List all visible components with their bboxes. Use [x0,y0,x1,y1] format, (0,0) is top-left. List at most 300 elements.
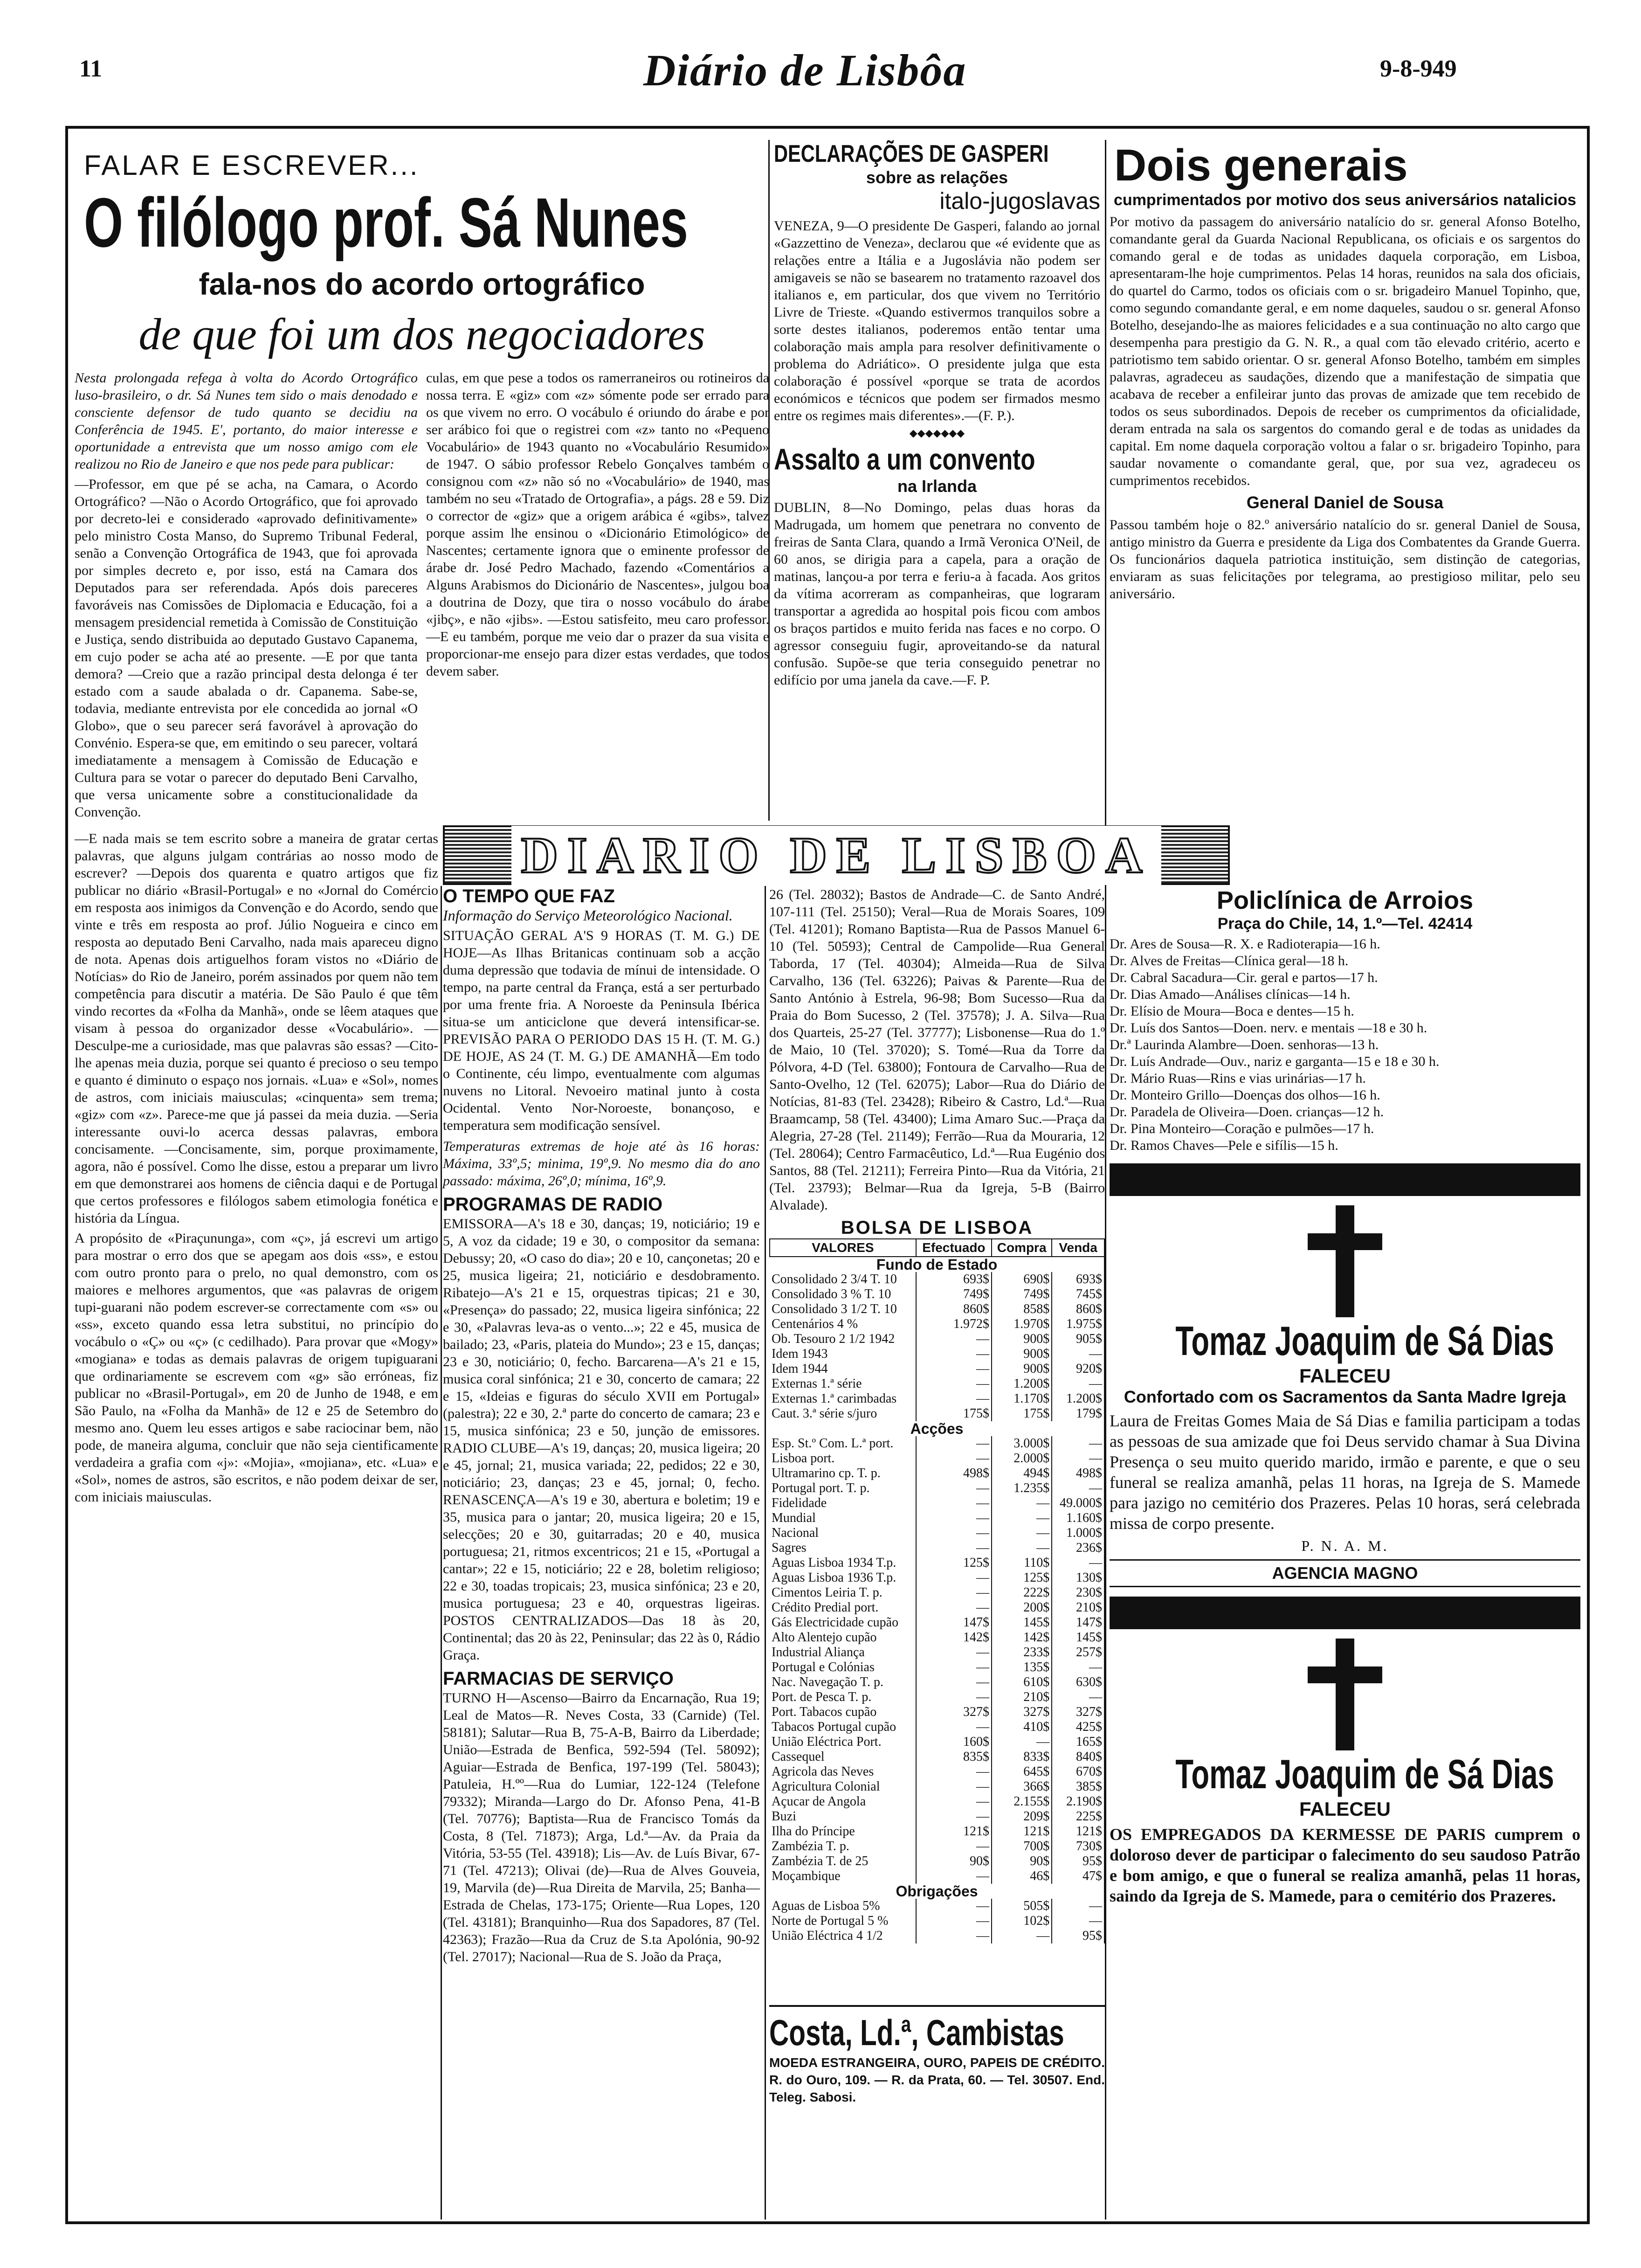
farmacias-body: 26 (Tel. 28032); Bastos de Andrade—C. de Santo André, 107-111 (Tel. 25150); Veral—Rua de Morais Soares, 109 (Tel. 41201); Romano Baptista—Rua de Passos Manuel 6-10 (Tel. 50593); Central de Campolide—Rua General Taborda, 17 (Tel. 40304); Almeida—Rua de Silva Carvalho, 136 (Tel. 63226); Paivas & Parente—Rua de Santo António à Estrela, 96-98; Bom Sucesso—Rua da Praia do Bom Sucesso, 2 (Tel. 37578); J. A. Silva—Rua dos Quarteis, 25-27 (Tel. 37777); Lisbonense—Rua do 1.º de Maio, 10 (Tel. 37020); S. Tomé—Rua da Torre da Pólvora, 4-D (Tel. 63800); Fontoura de Carvalho—Rua de Santo-Ovelho, 12 (Tel. 62075); Labor—Rua do Diário de Notícias, 81-83 (Tel. 23428); Ribeiro & Castro, Ld.ª—Rua Braamcamp, 58 (Tel. 43400); Lima Amaro Suc.—Praça da Alegria, 27-28 (Tel. 21149); Ferrão—Rua da Mouraria, 12 (Tel. 28064); Centro Farmacêutico, Ld.ª—Rua Eugénio dos Santos, 88 (Tel. 21211); Ferreira Pinto—Rua da Vitória, 21 (Tel. 23793); Belmar—Rua da Igreja, 5-B (Bairro Alvalade). [769,887,1105,1213]
bolsa-value: 327$ [916,1705,992,1720]
bolsa-value: 121$ [992,1824,1052,1839]
bolsa-value: — [916,1600,992,1615]
bolsa-value: 840$ [1052,1749,1104,1764]
gasperi-sub: sobre as relações [866,168,1008,187]
bolsa-col-header: Venda [1052,1239,1104,1257]
policlinica-doctor: Dr. Paradela de Oliveira—Doen. crianças—12 h. [1110,1104,1384,1120]
bolsa-security: Alto Alentejo cupão [770,1630,916,1645]
bolsa-headline: BOLSA DE LISBOA [841,1217,1034,1238]
policlinica-headline: Policlínica de Arroios [1216,886,1474,914]
costa-ad [769,2005,1105,2221]
bolsa-row [770,1526,1104,1541]
bolsa-row [770,1376,1104,1391]
bolsa-value: — [916,1511,992,1526]
gasperi-sub: italo-jugoslavas [939,188,1100,214]
bolsa-col-header: VALORES [770,1239,916,1257]
black-rule [1110,1597,1580,1629]
bolsa-row [770,1466,1104,1481]
bolsa-value: — [1052,1347,1104,1362]
article-deck: de que foi um dos negociadores [138,309,705,359]
bolsa-value: 1.975$ [1052,1317,1104,1332]
bolsa-value: — [916,1764,992,1779]
bolsa-value: — [916,1436,992,1451]
notices-column [1110,886,1580,2224]
policlinica-doctor: Dr. Ares de Sousa—R. X. e Radioterapia—16 h. [1110,936,1380,952]
bolsa-security: Externas 1.ª carimbadas [770,1391,916,1406]
bolsa-value: 494$ [992,1466,1052,1481]
bolsa-value: 1.170$ [992,1391,1052,1406]
bolsa-value: 46$ [992,1869,1052,1884]
bolsa-value: 730$ [1052,1839,1104,1854]
bolsa-value: 498$ [1052,1466,1104,1481]
bolsa-value: 693$ [916,1272,992,1287]
bolsa-value: — [916,1929,992,1943]
policlinica-doctor: Dr. Dias Amado—Análises clínicas—14 h. [1110,987,1351,1002]
radio-body: EMISSORA—A's 18 e 30, danças; 19, noticiário; 19 e 5, A voz da cidade; 19 e 30, o compositor da semana: Debussy; 20, «O caso do dia»; 20 e 10, cançonetas; 20 e 25, musica ligeira; 21, noticiário e desdobramento. Ribatejo—A's 21 e 15, orquestras tipicas; 21 e 30, «Presença» do passado; 22, musica ligeira sinfónica; 22 e 30, «Palavras leva-as o vento...»; 22 e 45, musica de bailado; 23, «Paris, plateia do Mundo»; 23 e 15, danças; 23 e 30, noticiário; 0, fecho. Barcarena—A's 21 e 15, musica coral sinfónica; 21 e 30, concerto de camara; 22 e 15, «Ideias e figuras do século XVII em Portugal» (palestra); 22 e 30, 2.ª parte do concerto de camara; 23 e 15, musica sinfónica; 23 e 50, junção de emissores. RADIO CLUBE—A's 19, danças; 20, musica ligeira; 20 e 45, jornal; 21, musica variada; 22, pedidos; 22 e 30, noticiário; 23, danças; 23 e 45, jornal; 0, fecho. RENASCENÇA—A's 19 e 30, abertura e boletim; 19 e 35, musica para o jantar; 20, musica ligeira; 20 e 15, selecções; 20 e 30, guitarradas; 20 e 40, musica portuguesa; 21, ritmos excentricos; 21 e 15, «Portugal a cantar»; 22 e 15, noticiário; 22 e 28, boletim religioso; 22 e 30, toadas tropicais; 23, musica sinfónica; 23 e 20, musica portuguesa; 23 e 40, orquestras ligeiras. POSTOS CENTRALIZADOS—Das 18 às 20, Continental; das 20 às 22, Peninsular; das 22 às 0, Rádio Graça. [443,1216,760,1663]
policlinica-doctor: Dr. Ramos Chaves—Pele e sifílis—15 h. [1110,1138,1338,1153]
bolsa-row [770,1735,1104,1749]
bolsa-value: 410$ [992,1720,1052,1735]
bolsa-row [770,1720,1104,1735]
bolsa-value: 147$ [916,1615,992,1630]
article-body: —Professor, em que pé se acha, na Camara, o Acordo Ortográfico? —Não o Acordo Ortográfico, que foi aprovado por decreto-lei e considerado «aprovado definitivamente» pelo ministro Costa Manso, do Supremo Tribunal Federal, senão a Convenção Ortográfica de 1943, que foi aprovada por simples decreto e, por isso, está na Camara dos Deputados para ser referendada. Após dois pareceres favoráveis nas Comissões de Diplomacia e Educação, foi a mensagem presidencial remetida à Comissão de Constituição e Justiça, sendo distribuida ao deputado Gustavo Capanema, em cujo poder se acha até ao presente. —E por que tanta demora? —Creio que a razão principal desta delonga é ter estado com a saude abalada o dr. Capanema. Sabe-se, todavia, mediante entrevista por ele concedida ao jornal «O Globo», que o seu parecer será favorável à aprovação do Convénio. Espera-se que, em emitindo o seu parecer, voltará imediatamente a mensagem à Comissão de Educação e Cultura para se votar o parecer do deputado Beni Carvalho, que versa unicamente sobre a constitucionalidade da Convenção. [75,476,418,820]
generais-body2: Passou também hoje o 82.º aniversário natalício do sr. general Daniel de Sousa, antigo ministro da Guerra e presidente da Liga dos Combatentes da Grande Guerra. Os funcionários daquela patriotica instituição, sem distinção de categorias, enviaram as suas felicitações por telegrama, ao prestigioso militar, pelo seu aniversário. [1110,517,1580,602]
bolsa-value: 210$ [1052,1600,1104,1615]
bolsa-table [769,1238,1105,1943]
masthead-banner [443,825,1230,885]
bolsa-row [770,1541,1104,1556]
bolsa-value: 366$ [992,1779,1052,1794]
bolsa-security: Crédito Predial port. [770,1600,916,1615]
costa-headline: Costa, Ld.ª, Cambistas [769,2012,1064,2053]
assalto-headline: Assalto a um convento [774,443,1035,476]
bolsa-value: 236$ [1052,1541,1104,1556]
bolsa-row [770,1869,1104,1884]
bolsa-row [770,1929,1104,1943]
bolsa-value: 1.000$ [1052,1526,1104,1541]
bolsa-value: — [916,1332,992,1347]
bolsa-security: Buzi [770,1809,916,1824]
tempo-body: SITUAÇÃO GERAL A'S 9 HORAS (T. M. G.) DE HOJE—As Ilhas Britanicas continuam sob a acção duma depressão que todavia de mínui de intensidade. O tempo, na parte central da França, está a ser perturbado por uma frente fria. A Noroeste da Peninsula Ibérica situa-se um anticiclone que deverá intensificar-se. PREVISÃO PARA O PERIODO DAS 15 H. (T. M. G.) DE HOJE, AS 24 (T. M. G.) DE AMANHÃ—Em todo o Continente, céu limpo, eventualmente com algumas nuvens no Litoral. Nevoeiro matinal junto à costa Ocidental. Vento Nor-Noroeste, bonançoso, e temperatura sem modificação sensível. [443,928,760,1133]
bolsa-security: Aguas de Lisboa 5% [770,1899,916,1914]
bolsa-value: — [916,1451,992,1466]
bolsa-section: Obrigações [770,1884,1104,1899]
bolsa-security: Lisboa port. [770,1451,916,1466]
bolsa-value: — [916,1660,992,1675]
bolsa-row [770,1690,1104,1705]
bolsa-value: — [1052,1451,1104,1466]
article-subheadline: fala-nos do acordo ortográfico [199,266,645,301]
bolsa-value: — [1052,1436,1104,1451]
bolsa-value: — [916,1585,992,1600]
bolsa-security: União Eléctrica Port. [770,1735,916,1749]
policlinica-doctor: Dr. Luís Andrade—Ouv., nariz e garganta—15 e 18 e 30 h. [1110,1054,1440,1069]
assalto-body: DUBLIN, 8—No Domingo, pelas duas horas da Madrugada, um homem que penetrara no convento de freiras de Santa Clara, quando a Irmã Veronica O'Neil, de 60 anos, se dirigia para a capela, para a oração de matinas, lançou-a por terra e feriu-a à facada. Aos gritos da vítima acorreram as companheiras, que lograram transportar a agredida ao hospital pois ficou com ambos os braços partidos e muito ferida nas faces e no corpo. O agressor conseguiu fugir, aproveitando-se da natural confusão. Supõe-se que teria conseguido penetrar no edifício por uma janela da cave.—F. P. [774,500,1100,688]
bolsa-value: 210$ [992,1690,1052,1705]
bolsa-security: Aguas Lisboa 1934 T.p. [770,1556,916,1570]
policlinica-doctor: Dr. Pina Monteiro—Coração e pulmões—17 h. [1110,1121,1374,1136]
bolsa-row [770,1600,1104,1615]
bolsa-value: — [1052,1690,1104,1705]
bolsa-security: Externas 1.ª série [770,1376,916,1391]
bolsa-row [770,1287,1104,1302]
black-rule [1110,1163,1580,1196]
bolsa-value: — [916,1809,992,1824]
bolsa-security: Nac. Navegação T. p. [770,1675,916,1690]
bolsa-value: 1.200$ [992,1376,1052,1391]
generais-sub2: General Daniel de Sousa [1246,493,1444,512]
bolsa-value: 95$ [1052,1854,1104,1869]
bolsa-row [770,1630,1104,1645]
bolsa-value: 95$ [1052,1929,1104,1943]
ornament-divider: ◆◆◆◆◆◆◆ [909,427,965,439]
bolsa-value: — [1052,1556,1104,1570]
bolsa-value: — [1052,1376,1104,1391]
bolsa-row [770,1615,1104,1630]
bolsa-value: 142$ [916,1630,992,1645]
bolsa-security: Agricultura Colonial [770,1779,916,1794]
bolsa-value: 1.235$ [992,1481,1052,1496]
bolsa-value: 135$ [992,1660,1052,1675]
bolsa-security: Port. de Pesca T. p. [770,1690,916,1705]
article-body: A propósito de «Piraçununga», com «ç», já escrevi um artigo para mostrar o erro dos que se apegam aos dois «ss», e estou com outro pronto para o prelo, no qual demonstro, com os maiores e melhores argumentos, que «as palavras de origem tupi-guarani não podem escrever-se correctamente com «s» ou «ss», exceto quando essa letra substitui, no princípio do vocábulo o «Ç» ou «ç» (c cedilhado). Para provar que «Mogy» «mogiana» e todas as demais palavras de origem tupiguarani que ordinariamente se escrevem com «g» são erróneas, fiz publicar no «Brasil-Portugal», em 20 de Junho de 1948, e em São Paulo, na «Folha da Manhã» de 12 e 25 de Setembro do mesmo ano. Quem leu esses artigos e sabe raciocinar bem, não pode, de maneira alguma, concluir que não seja cientificamente verdadeira a grafia com «j»: «Mojia», «mojiana», etc. «Lua» e «Sol», nomes de astros, são escritos, e não podem deixar de ser, com iniciais maiusculas. [75,1231,438,1505]
bolsa-value: 222$ [992,1585,1052,1600]
bolsa-value: 610$ [992,1675,1052,1690]
bolsa-value: 690$ [992,1272,1052,1287]
bolsa-value: 121$ [1052,1824,1104,1839]
article-kicker: FALAR E ESCREVER... [84,150,420,181]
bolsa-row [770,1749,1104,1764]
obituary-body: OS EMPREGADOS DA KERMESSE DE PARIS cumprem o doloroso dever de participar o falecimento do seu saudoso Patrão e bom amigo, e que o funeral se realiza amanhã, pelas 11 horas, saindo da Igreja de S. Mamede, para o cemitério dos Prazeres. [1110,1825,1580,1905]
bolsa-value: — [916,1675,992,1690]
bolsa-value: 142$ [992,1630,1052,1645]
bolsa-row [770,1511,1104,1526]
bolsa-value: 121$ [916,1824,992,1839]
bolsa-security: Ob. Tesouro 2 1/2 1942 [770,1332,916,1347]
article-body: culas, em que pese a todos os ramerraneiros ou rotineiros da nossa terra. E «giz» com «z» sómente pode ser errado para os que vivem no erro. O vocábulo é oriundo do árabe e por ser arábico foi que o registrei com «z» tanto no «Pequeno Vocabulário» de 1943 quanto no «Vocabulário Resumido» de 1947. O sábio professor Rebelo Gonçalves também o consignou com «z» não só no «Vocabulário» de 1940, mas também no seu «Tratado de Ortografia», a págs. 28 e 59. Diz o corrector de «giz» que a origem arábica é «gibs», talvez porque assim lhe ensinou o «Dicionário Etimológico» de Nascentes; certamente ignora que o eminente professor de árabe dr. José Pedro Machado, fazendo «Comentários a Alguns Arabismos do Dicionário de Nascentes», julgou boa a doutrina de Dozy, que tira o nosso vocábulo do árabe «jibç», e não «jibs». —Estou satisfeito, meu caro professor. —E eu também, porque me veio dar o prazer da sua visita e proporcionar-me ensejo para dizer estas verdades, que todos devem saber. [426,370,769,679]
policlinica-doctor: Dr. Luís dos Santos—Doen. nerv. e mentais —18 e 30 h. [1110,1020,1427,1036]
bolsa-security: Portugal e Colónias [770,1660,916,1675]
obituary-name: Tomaz Joaquim de Sá Dias [1175,1318,1554,1364]
bolsa-row [770,1660,1104,1675]
services-column [443,886,760,2220]
policlinica-doctor: Dr. Cabral Sacadura—Cir. geral e partos—17 h. [1110,970,1378,985]
bolsa-security: Port. Tabacos cupão [770,1705,916,1720]
bolsa-row [770,1675,1104,1690]
agencia-label: AGENCIA MAGNO [1110,1559,1580,1587]
policlinica-address: Praça do Chile, 14, 1.º—Tel. 42414 [1217,915,1473,933]
bolsa-security: Zambézia T. p. [770,1839,916,1854]
bolsa-security: Esp. St.º Com. L.ª port. [770,1436,916,1451]
article-body: —E nada mais se tem escrito sobre a maneira de gratar certas palavras, que alguns julgam contrárias ao nosso modo de escrever? —Depois dos quarenta e quatro artigos que fiz publicar no diário «Brasil-Portugal» e no «Jornal do Comércio em resposta aos inimigos da Convenção e do Acordo, sendo que vinte e três em resposta ao prof. Júlio Nogueira e cinco em resposta ao deputado Beni Carvalho, nada mais apareceu digno de nota. Apenas dois artiguelhos foram vistos no «Diário de Notícias» do Rio de Janeiro, porém assinados por quem não tem competência para discutir a matéria. De São Paulo é que têm vindo recortes da «Folha da Manhã», onde se lêem ataques que visam à pessoa do organizador desse «Vocabulário». —Desculpe-me a curiosidade, mas que palavras são essas? —Cito-lhe apenas meia duzia, porque sei quanto é precioso o seu tempo e quanto é diminuto o espaço nos jornais. «Lua» e «Sol», nomes de astros, com iniciais maiusculas; «cinquenta» sem trema; «giz» com «z». Parece-me que já passei da meia duzia. —Seria interessante ouvi-lo acerca dessas palavras, embora concisamente. —Concisamente, sim, porque proximamente, agora, não é possível. Como lhe disse, estou a preparar um livro em que demonstrarei aos homens de ciência daqui e de Portugal que certos professores e filólogos sabem etimologia fonética e história da Língua. [75,831,438,1226]
bolsa-value: 1.200$ [1052,1391,1104,1406]
bolsa-value: 498$ [916,1466,992,1481]
bolsa-value: 749$ [916,1287,992,1302]
bolsa-value: 233$ [992,1645,1052,1660]
bolsa-row [770,1645,1104,1660]
bolsa-value: — [916,1899,992,1914]
obituary-faleceu: FALECEU [1299,1365,1391,1387]
main-article [75,140,769,821]
bolsa-row [770,1317,1104,1332]
bolsa-security: Aguas Lisboa 1936 T.p. [770,1570,916,1585]
bolsa-row [770,1406,1104,1421]
bolsa-row [770,1272,1104,1287]
obituary-sign: P. N. A. M. [1301,1537,1389,1554]
bolsa-value: — [916,1869,992,1884]
page-number: 11 [79,55,103,82]
bolsa-value: 670$ [1052,1764,1104,1779]
bolsa-row [770,1391,1104,1406]
bolsa-value: 225$ [1052,1809,1104,1824]
issue-date: 9-8-949 [1380,55,1457,82]
bolsa-value: 145$ [1052,1630,1104,1645]
bolsa-security: Cimentos Leiria T. p. [770,1585,916,1600]
bolsa-value: 230$ [1052,1585,1104,1600]
banner-text: DIARIO DE LISBOA [511,826,1161,885]
article-lead: Nesta prolongada refega à volta do Acordo Ortográfico luso-brasileiro, o dr. Sá Nunes tem sido o mais denodado e consciente defensor de tudo quanto se decidiu na Conferência de 1945. E', portanto, do maior interesse e oportunidade a entrevista que um nosso amigo com ele realizou no Rio de Janeiro e que nos pede para publicar: [75,370,418,472]
bolsa-value: 693$ [1052,1272,1104,1287]
bolsa-value: 327$ [1052,1705,1104,1720]
bolsa-value: — [916,1794,992,1809]
bolsa-value: — [916,1391,992,1406]
bolsa-col-header: Efectuado [916,1239,992,1257]
tempo-sub: Informação do Serviço Meteorológico Nacional. [443,907,733,924]
bolsa-value: 165$ [1052,1735,1104,1749]
bolsa-value: 125$ [992,1570,1052,1585]
bolsa-value: 110$ [992,1556,1052,1570]
bolsa-security: Consolidado 2 3/4 T. 10 [770,1272,916,1287]
policlinica-list [1110,936,1580,1154]
bolsa-value: 102$ [992,1914,1052,1929]
bolsa-security: Gás Electricidade cupão [770,1615,916,1630]
bolsa-value: 327$ [992,1705,1052,1720]
policlinica-doctor: Dr. Monteiro Grillo—Doenças dos olhos—16 h. [1110,1087,1380,1103]
bolsa-row [770,1899,1104,1914]
bolsa-security: Portugal port. T. p. [770,1481,916,1496]
bolsa-value: 749$ [992,1287,1052,1302]
bolsa-value: 209$ [992,1809,1052,1824]
cross-icon [1110,1639,1580,1750]
bolsa-row [770,1302,1104,1317]
bolsa-value: — [1052,1481,1104,1496]
bolsa-value: — [992,1929,1052,1943]
radio-headline: PROGRAMAS DE RADIO [443,1194,663,1215]
bolsa-value: — [916,1362,992,1376]
bolsa-value: 2.190$ [1052,1794,1104,1809]
bolsa-security: Tabacos Portugal cupão [770,1720,916,1735]
bolsa-value: 257$ [1052,1645,1104,1660]
bolsa-value: — [1052,1899,1104,1914]
bolsa-value: 160$ [916,1735,992,1749]
bolsa-row [770,1764,1104,1779]
bolsa-security: Industrial Aliança [770,1645,916,1660]
assalto-sub: na Irlanda [897,477,977,496]
bolsa-value: 1.972$ [916,1317,992,1332]
bolsa-row [770,1914,1104,1929]
bolsa-value: 900$ [992,1332,1052,1347]
bolsa-security: Nacional [770,1526,916,1541]
obituary-name: Tomaz Joaquim de Sá Dias [1175,1751,1554,1797]
bolsa-value: — [1052,1914,1104,1929]
bolsa-value: 900$ [992,1347,1052,1362]
bolsa-value: 1.160$ [1052,1511,1104,1526]
bolsa-value: — [916,1496,992,1511]
obituary-faleceu: FALECEU [1299,1798,1391,1820]
generais-body: Por motivo da passagem do aniversário natalício do sr. general Afonso Botelho, comandante geral da Guarda Nacional Republicana, os oficiais e os sargentos do comando geral e de todas as unidades daquela corporação, em Lisboa, apresentaram-lhe hoje cumprimentos. Pelas 14 horas, reunidos na sala dos oficiais, do quartel do Carmo, todos os oficiais com o sr. brigadeiro Manuel Topinho, que, como segundo comandante geral, e em nome daqueles, saudou o sr. general Afonso Botelho, desejando-lhe as maiores felicidades e a sua continuação no alto cargo que desempenha para prestigio da G. N. R., a qual com tão elevado critério, acerto e patriotismo tem sabido orientar. O sr. general Afonso Botelho, também em simples palavras, agradeceu as saudações, dizendo que a manifestação de simpatia que acabava de receber a enfileirar junto das provas de amizade que tem recebido de todos os seus subordinados. Depois de receber os cumprimentos da oficialidade, deram entrada na sala os sargentos do comando geral e de todas as unidades da capital. Em nome daquela corporação voltou a falar o sr. brigadeiro Topinho, para saudar novamente o comandante geral, que, por sua vez, agradeceu os cumprimentos recebidos. [1110,214,1580,488]
cross-icon [1110,1205,1580,1317]
generais-headline: Dois generais [1114,140,1408,190]
policlinica-doctor: Dr. Elísio de Moura—Boca e dentes—15 h. [1110,1003,1354,1019]
bolsa-value: 3.000$ [992,1436,1052,1451]
bolsa-value: 49.000$ [1052,1496,1104,1511]
bolsa-row [770,1585,1104,1600]
bolsa-section: Fundo de Estado [770,1257,1104,1272]
bolsa-security: Cassequel [770,1749,916,1764]
bolsa-value: — [916,1481,992,1496]
farmacias-headline: FARMACIAS DE SERVIÇO [443,1668,674,1689]
bolsa-row [770,1839,1104,1854]
gasperi-body: VENEZA, 9—O presidente De Gasperi, falando ao jornal «Gazzettino de Veneza», declarou que «é evidente que as relações entre a Itália e a Jugoslávia não podem ser amigaveis se não se basearem no tratamento razoavel dos italianos e, em particular, dos que vivem no Território Livre de Trieste. «Quando estivermos tranquilos sobre a sorte destes italianos, poderemos então tentar uma colaboração mais ampla para resolver definitivamente o problema do Adriático». O presidente julga que esta colaboração é possível «porque se trata de acordos económicos e técnicos que podem ser firmados mesmo entre os regimes mais diferentes».—(F. P.). [774,218,1100,423]
bolsa-security: Agricola das Neves [770,1764,916,1779]
bolsa-value: 920$ [1052,1362,1104,1376]
bolsa-row [770,1570,1104,1585]
bolsa-value: 1.970$ [992,1317,1052,1332]
bolsa-value: 125$ [916,1556,992,1570]
bolsa-security: Ultramarino cp. T. p. [770,1466,916,1481]
bolsa-value: 2.155$ [992,1794,1052,1809]
masthead-title: Diário de Lisbôa [643,45,967,95]
bolsa-security: Sagres [770,1541,916,1556]
bolsa-value: — [916,1720,992,1735]
bolsa-security: Açucar de Angola [770,1794,916,1809]
bolsa-value: 630$ [1052,1675,1104,1690]
bolsa-value: — [916,1526,992,1541]
column-divider [1105,140,1106,2220]
bolsa-row [770,1794,1104,1809]
bolsa-value: 175$ [916,1406,992,1421]
bolsa-security: Caut. 3.ª série s/juro [770,1406,916,1421]
bolsa-security: Zambézia T. de 25 [770,1854,916,1869]
bolsa-value: — [916,1541,992,1556]
bolsa-value: 90$ [992,1854,1052,1869]
bolsa-security: Idem 1944 [770,1362,916,1376]
column-divider [441,886,442,2220]
bolsa-value: — [1052,1660,1104,1675]
bolsa-row [770,1332,1104,1347]
bolsa-col-header: Compra [992,1239,1052,1257]
bolsa-value: 47$ [1052,1869,1104,1884]
policlinica-doctor: Dr.ª Laurinda Alambre—Doen. senhoras—13 h. [1110,1037,1379,1052]
bolsa-row [770,1854,1104,1869]
bolsa-value: — [916,1376,992,1391]
bolsa-security: União Eléctrica 4 1/2 [770,1929,916,1943]
bolsa-row [770,1809,1104,1824]
bolsa-security: Consolidado 3 1/2 T. 10 [770,1302,916,1317]
bolsa-security: Norte de Portugal 5 % [770,1914,916,1929]
tempo-headline: O TEMPO QUE FAZ [443,886,615,906]
bolsa-row [770,1705,1104,1720]
farmacias-body: TURNO H—Ascenso—Bairro da Encarnação, Rua 19; Leal de Matos—R. Neves Costa, 33 (Carnide) (Tel. 58181); Salutar—Rua B, 75-A-B, Bairro da Liberdade; União—Estrada de Benfica, 592-594 (Tel. 58092); Aguiar—Estrada de Benfica, 197-199 (Tel. 58043); Patuleia, H.ºº—Rua do Lumiar, 122-124 (Telefone 79332); Miranda—Largo do Dr. Afonso Pena, 41-B (Tel. 70776); Baptista—Rua de Francisco Tomás da Costa, 8 (Tel. 71873); Arga, Ld.ª—Av. da Praia da Vitória, 53-55 (Tel. 43918); Lis—Av. de Luís Bivar, 67-71 (Tel. 47213); Olivai (de)—Rua de Alves Gouveia, 19, Marvila (de)—Rua Direita de Marvila, 25; Banha—Estrada de Chelas, 173-175; Oriente—Rua Lopes, 120 (Tel. 43181); Branquinho—Rua dos Sapadores, 87 (Tel. 42363); Frazão—Rua da Cruz de S.ta Apolónia, 90-92 (Tel. 27017); Nacional—Rua de S. João da Praça, [443,1690,760,1964]
bolsa-row [770,1436,1104,1451]
bolsa-value: 860$ [916,1302,992,1317]
bolsa-value: — [992,1511,1052,1526]
bolsa-security: Centenários 4 % [770,1317,916,1332]
bolsa-value: — [916,1914,992,1929]
column-divider [765,886,766,2220]
bolsa-value: 425$ [1052,1720,1104,1735]
bolsa-value: 145$ [992,1615,1052,1630]
bolsa-value: 179$ [1052,1406,1104,1421]
bolsa-value: 860$ [1052,1302,1104,1317]
bolsa-value: 745$ [1052,1287,1104,1302]
bolsa-value: — [916,1839,992,1854]
bolsa-value: 645$ [992,1764,1052,1779]
bolsa-security: Fidelidade [770,1496,916,1511]
bolsa-value: 900$ [992,1362,1052,1376]
gasperi-headline: DECLARAÇÕES DE GASPERI [774,140,1049,167]
bolsa-value: 200$ [992,1600,1052,1615]
generais-article [1110,140,1580,886]
bolsa-value: — [992,1735,1052,1749]
bolsa-row [770,1362,1104,1376]
bolsa-row [770,1496,1104,1511]
bolsa-value: — [916,1347,992,1362]
bolsa-security: Ilha do Príncipe [770,1824,916,1839]
bolsa-security: Moçambique [770,1869,916,1884]
bolsa-value: 833$ [992,1749,1052,1764]
bolsa-value: — [916,1570,992,1585]
market-column [769,886,1105,1943]
bolsa-value: 90$ [916,1854,992,1869]
bolsa-value: 385$ [1052,1779,1104,1794]
costa-body: MOEDA ESTRANGEIRA, OURO, PAPEIS DE CRÉDITO. R. do Ouro, 109. — R. da Prata, 60. — Tel. 30507. End. Teleg. Sabosi. [769,2055,1105,2104]
bolsa-security: Idem 1943 [770,1347,916,1362]
generais-sub: cumprimentados por motivo dos seus aniversários natalicios [1114,191,1576,209]
bolsa-value: 505$ [992,1899,1052,1914]
bolsa-value: 2.000$ [992,1451,1052,1466]
tempo-temps: Temperaturas extremas de hoje até às 16 horas: Máxima, 33º,5; minima, 19º,9. No mesmo dia do ano passado: máxima, 26º,0; mínima, 16º,9. [443,1139,760,1189]
bolsa-value: — [916,1690,992,1705]
bolsa-security: Consolidado 3 % T. 10 [770,1287,916,1302]
obituary-sub: Confortado com os Sacramentos da Santa Madre Igreja [1124,1387,1566,1406]
obituary-body: Laura de Freitas Gomes Maia de Sá Dias e familia participam a todas as pessoas de sua amizade que foi Deus servido chamar à Sua Divina Presença o seu muito querido marido, irmão e parente, e que o seu funeral se realiza amanhã, pelas 11 horas, na Igreja de S. Mamede para jazigo no cemitério dos Prazeres. Pelas 10 horas, será celebrada missa de corpo presente. [1110,1411,1580,1533]
bolsa-security: Mundial [770,1511,916,1526]
bolsa-value: — [992,1526,1052,1541]
bolsa-row [770,1481,1104,1496]
bolsa-row [770,1347,1104,1362]
bolsa-value: 147$ [1052,1615,1104,1630]
bolsa-value: 130$ [1052,1570,1104,1585]
news-column [774,140,1100,821]
bolsa-section: Acções [770,1421,1104,1436]
bolsa-value: 700$ [992,1839,1052,1854]
bolsa-value: — [992,1541,1052,1556]
bolsa-value: — [916,1645,992,1660]
bolsa-row [770,1779,1104,1794]
bolsa-value: — [992,1496,1052,1511]
bolsa-row [770,1824,1104,1839]
bolsa-value: — [916,1779,992,1794]
policlinica-doctor: Dr. Alves de Freitas—Clínica geral—18 h. [1110,953,1349,968]
bolsa-row [770,1451,1104,1466]
bolsa-value: 905$ [1052,1332,1104,1347]
article-headline: O filólogo prof. Sá Nunes [84,183,688,262]
bolsa-row [770,1556,1104,1570]
main-article-continued [75,830,438,2220]
bolsa-value: 175$ [992,1406,1052,1421]
policlinica-doctor: Dr. Mário Ruas—Rins e vias urinárias—17 h. [1110,1071,1366,1086]
